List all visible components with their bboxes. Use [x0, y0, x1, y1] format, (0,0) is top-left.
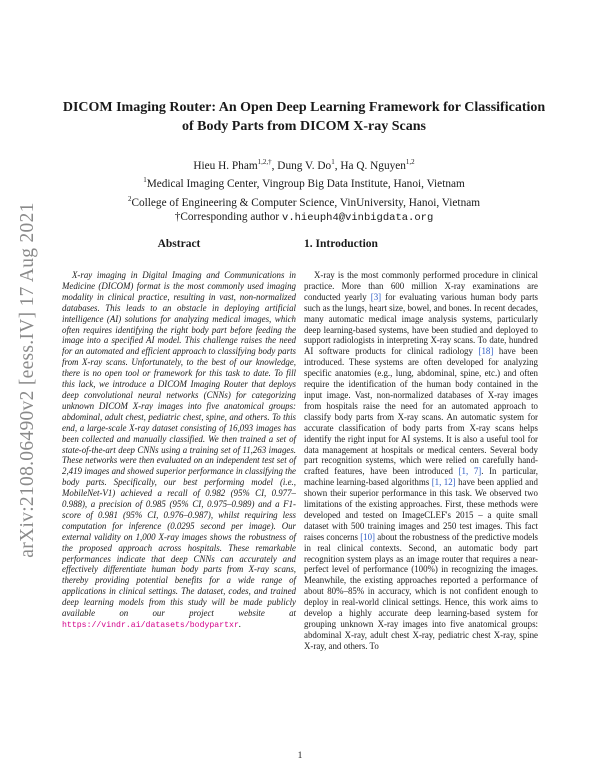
corresponding-author: †Corresponding author v.hieuph4@vinbigdata.org: [174, 211, 434, 225]
abstract-heading: Abstract: [157, 238, 201, 250]
citation-link[interactable]: [18]: [478, 346, 494, 357]
citation-link[interactable]: [10]: [360, 531, 376, 542]
author-2-affiliation: 1: [331, 158, 335, 166]
citation-link[interactable]: [3]: [370, 291, 382, 302]
arxiv-identifier: [6, 150, 50, 610]
author-names: Hieu H. Pham$^{1,2,\dagger}$, Dung V. Do$^1$, Ha Q. Nguyen$^{1,2}$: [193, 158, 415, 172]
project-url-link[interactable]: https://vindr.ai/datasets/bodypartxr: [62, 621, 239, 630]
citation-link[interactable]: [1, 7]: [458, 466, 482, 477]
title-line-1: DICOM Imaging Router: An Open Deep Learning Framework for Classification: [62, 100, 546, 115]
page-number: 1: [297, 751, 303, 761]
arxiv-id-text: arXiv:2108.06490v2 [eess.IV] 17 Aug 2021: [17, 202, 38, 558]
paper-title: [60, 98, 548, 136]
title-block: [60, 98, 548, 136]
author-1: Hieu H. Pham: [193, 159, 258, 172]
title-line-2: of Body Parts from DICOM X-ray Scans: [182, 119, 426, 134]
abstract-text: X-ray imaging in Digital Imaging and Communications in Medicine (DICOM) format is the most commonly used imaging modality in clinical practice, resulting in vast, non-normalized databases. This leads to an obstacle in deploying artificial intelligence (AI) solutions for analyzing medical images, which often requires identifying the right body part before feeding the image into a specified AI model. This challenge raises the need for an automated and efficient approach to classifying body parts from X-ray scans. Unfortunately, to the best of our knowledge, there is no open tool or framework for this task to date. To fill this lack, we introduce a DICOM Imaging Router that deploys deep convolutional neural networks (CNNs) for categorizing unknown DICOM X-ray images into five anatomical groups: abdominal, adult chest, pediatric chest, spine, and others. To this end, a large-scale X-ray dataset consisting of 16,093 images has been collected and manually classified. We then trained a set of state-of-the-art deep CNNs using a training set of 11,263 images. These networks were then evaluated on an independent test set of 2,419 images and showed superior performance in classifying the body parts. Specifically, our best performing model (i.e., MobileNet-V1) achieved a recall of 0.982 (95% CI, 0.977–0.988), a precision of 0.985 (95% CI, 0.975–0.989) and a F1-score of 0.981 (95% CI, 0.976–0.987), whilst requiring less computation for inference (0.0295 second per image). Our external validity on 1,000 X-ray images shows the robustness of the proposed approach across hospitals. These remarkable performances indicate that deep CNNs can accurately and effectively differentiate human body parts from X-ray scans, thereby providing potential benefits for a wide range of applications in clinical settings. The dataset, codes, and trained deep learning models from this study will be made publicly available on our project website at https://vindr.ai/datasets/bodypartxr.: [62, 270, 296, 630]
author-3: Ha Q. Nguyen: [340, 159, 406, 172]
affiliation-1: $^1$Medical Imaging Center, Vingroup Big Data Institute, Hanoi, Vietnam: [143, 176, 465, 191]
author-block: [60, 155, 548, 226]
abstract-column: [62, 238, 296, 632]
author-1-affiliation: 1,2,†: [257, 158, 272, 166]
affiliation-2: $^2$College of Engineering & Computer Science, VinUniversity, Hanoi, Vietnam: [127, 194, 481, 209]
author-3-affiliation: 1,2: [405, 158, 415, 166]
author-2: Dung V. Do: [277, 159, 332, 172]
corresponding-email[interactable]: v.hieuph4@vinbigdata.org: [282, 212, 434, 225]
introduction-column: [304, 238, 538, 652]
citation-link[interactable]: [1, 12]: [431, 477, 456, 488]
introduction-text: X-ray is the most commonly performed procedure in clinical practice. More than 600 million X-ray examinations are conducted yearly [3] for evaluating various human body parts such as the lungs, heart size, bowel, and bones. In recent decades, many automatic medical image analysis systems, particularly deep learning-based systems, have been studied and deployed to support radiologists in interpreting X-ray scans. To date, hundred AI software products for clinical radiology [18] have been introduced. These systems are often developed for analyzing specific anatomies (e.g., lung, abdominal, spine, etc.) and often require the identification of the human body contained in the input image. Vast, non-normalized databases of X-ray images from hospitals raise the need for an automated approach to classify body parts from X-ray scans. An automatic system for accurate classification of body parts from X-ray scans helps identify the right input for AI systems. It is also a useful tool for data management at hospitals or medical centers. Several body part recognition systems, which were relied on carefully hand-crafted features, have been introduced [1, 7]. In particular, machine learning-based algorithms [1, 12] have been applied and shown their superior performance in this task. We observed two limitations of the existing approaches. First, these methods were developed and tested on ImageCLEF's 2015 – a quite small dataset with 500 training images and 250 test images. This fact raises concerns [10] about the robustness of the predictive models in real clinical contexts. Second, an automatic body part recognition system plays as an image router that requires a near-perfect level of performance (100%) in recognizing the images. Meanwhile, the existing approaches reported a performance of about 80%–85% in accuracy, which is not confident enough to deploy in real-world clinical settings. Hence, this work aims to develop a highly accurate deep learning-based system for grouping unknown X-ray images into five anatomical groups: abdominal X-ray, adult chest X-ray, pediatric chest X-ray, spine X-ray, and others. To: [304, 270, 539, 651]
introduction-heading: 1. Introduction: [304, 238, 378, 250]
